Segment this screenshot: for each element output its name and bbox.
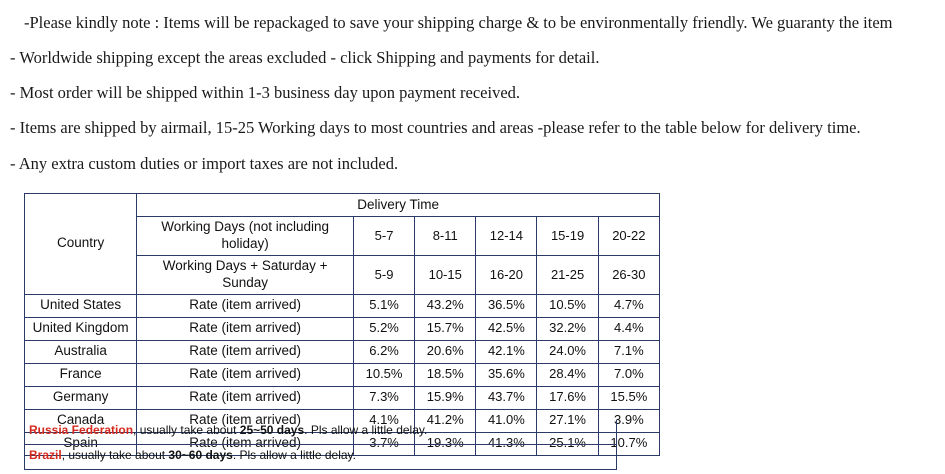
row-country: United Kingdom: [25, 317, 137, 340]
row-value: 25.1%: [537, 432, 598, 455]
row-country: Australia: [25, 340, 137, 363]
range-working-1: 5-7: [353, 217, 414, 256]
note-line-5: - Any extra custom duties or import taxes are not included.: [10, 153, 399, 173]
row-country: Germany: [25, 386, 137, 409]
row-value: 10.5%: [537, 294, 598, 317]
row-value: 17.6%: [537, 386, 598, 409]
row-label: Rate (item arrived): [137, 294, 354, 317]
range-working-4: 15-19: [537, 217, 598, 256]
note-duration: 25~50 days: [239, 423, 305, 437]
row-label: Rate (item arrived): [137, 317, 354, 340]
note-text-lead: , usually take about: [133, 423, 240, 437]
note-line-4: - Items are shipped by airmail, 15-25 Working days to most countries and areas -please refer to the table below for delivery time.: [10, 118, 861, 138]
row-value: 19.3%: [415, 432, 476, 455]
note-text-tail: . Pls allow a little delay.: [304, 423, 428, 437]
extra-delivery-notes: [24, 420, 617, 470]
note-duration: 30~60 days: [168, 448, 233, 462]
row-value: 32.2%: [537, 317, 598, 340]
row-country: France: [25, 363, 137, 386]
row-country: Spain: [25, 432, 137, 455]
row-value: 4.7%: [598, 294, 659, 317]
row-value: 3.9%: [598, 409, 659, 432]
table-row: [25, 386, 660, 409]
row-value: 15.5%: [598, 386, 659, 409]
row-value: 24.0%: [537, 340, 598, 363]
row-value: 27.1%: [537, 409, 598, 432]
row-label: Rate (item arrived): [137, 409, 354, 432]
row-value: 5.1%: [353, 294, 414, 317]
row-value: 20.6%: [415, 340, 476, 363]
row-label: Rate (item arrived): [137, 386, 354, 409]
row-value: 4.4%: [598, 317, 659, 340]
table-row: [25, 294, 660, 317]
list-item: [25, 444, 616, 469]
delivery-time-table-wrap: [24, 193, 660, 456]
row-value: 41.3%: [476, 432, 537, 455]
row-value: 4.1%: [353, 409, 414, 432]
row-value: 7.0%: [598, 363, 659, 386]
row-value: 36.5%: [476, 294, 537, 317]
row-label: Rate (item arrived): [137, 432, 354, 455]
row-value: 10.5%: [353, 363, 414, 386]
range-weekend-5: 26-30: [598, 255, 659, 294]
header-delivery-time: Delivery Time: [137, 194, 660, 217]
row-value: 35.6%: [476, 363, 537, 386]
delivery-time-table: [24, 193, 660, 456]
table-row: [25, 317, 660, 340]
shipping-notes: [0, 0, 945, 173]
row-value: 15.7%: [415, 317, 476, 340]
row-value: 28.4%: [537, 363, 598, 386]
note-line-1: -Please kindly note : Items will be repackaged to save your shipping charge & to be environmentally friendly. We guaranty the item: [24, 13, 893, 32]
note-country-brazil: Brazil: [29, 448, 62, 462]
note-line-3: - Most order will be shipped within 1-3 business day upon payment received.: [10, 83, 521, 103]
row-value: 6.2%: [353, 340, 414, 363]
table-header-row: [25, 194, 660, 217]
row-country: United States: [25, 294, 137, 317]
note-text-lead: , usually take about: [61, 448, 169, 462]
table-row: [25, 340, 660, 363]
row-country: Canada: [25, 409, 137, 432]
row-value: 10.7%: [598, 432, 659, 455]
row-value: 42.1%: [476, 340, 537, 363]
row-value: 15.9%: [415, 386, 476, 409]
range-weekend-4: 21-25: [537, 255, 598, 294]
row-value: 7.1%: [598, 340, 659, 363]
row-value: 3.7%: [353, 432, 414, 455]
row-value: 7.3%: [353, 386, 414, 409]
range-working-2: 8-11: [415, 217, 476, 256]
label-working-days: Working Days (not including holiday): [137, 217, 354, 256]
range-weekend-3: 16-20: [476, 255, 537, 294]
row-value: 41.2%: [415, 409, 476, 432]
note-text-tail: . Pls allow a little delay.: [232, 448, 356, 462]
range-working-3: 12-14: [476, 217, 537, 256]
row-value: 43.7%: [476, 386, 537, 409]
row-label: Rate (item arrived): [137, 340, 354, 363]
row-value: 41.0%: [476, 409, 537, 432]
range-working-5: 20-22: [598, 217, 659, 256]
header-country: Country: [25, 194, 137, 295]
range-weekend-2: 10-15: [415, 255, 476, 294]
note-country-russia: Russia Federation: [29, 423, 134, 437]
note-line-2: - Worldwide shipping except the areas excluded - click Shipping and payments for detail.: [10, 48, 600, 68]
row-label: Rate (item arrived): [137, 363, 354, 386]
row-value: 18.5%: [415, 363, 476, 386]
row-value: 42.5%: [476, 317, 537, 340]
row-value: 43.2%: [415, 294, 476, 317]
range-weekend-1: 5-9: [353, 255, 414, 294]
list-item: [25, 420, 616, 444]
table-row: [25, 363, 660, 386]
label-working-days-weekend: Working Days + Saturday + Sunday: [137, 255, 354, 294]
row-value: 5.2%: [353, 317, 414, 340]
